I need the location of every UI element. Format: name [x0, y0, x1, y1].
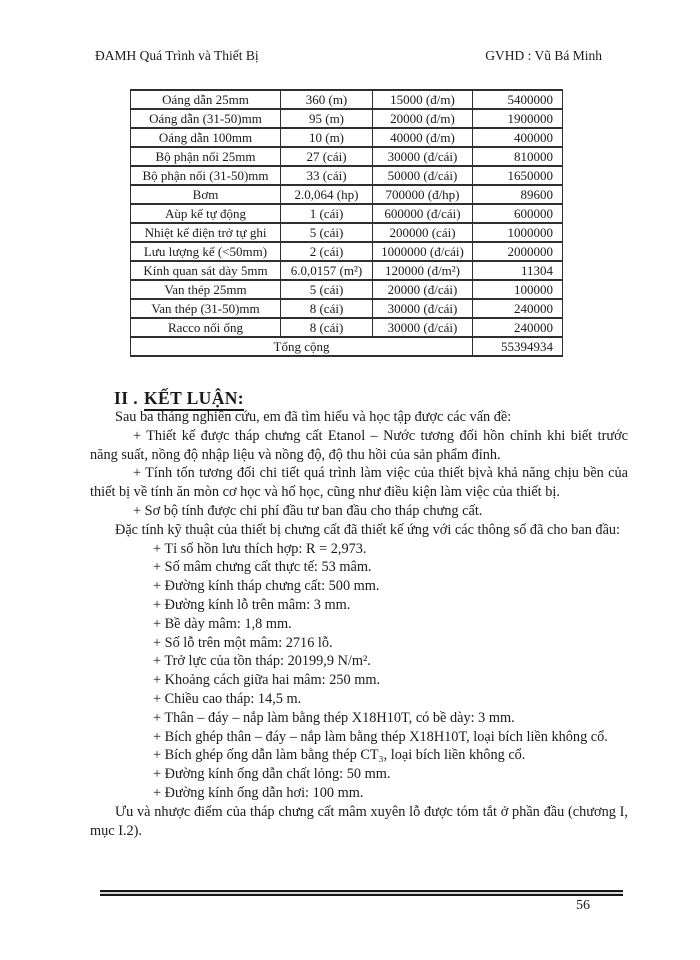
header-left-text: ĐAMH Quá Trình và Thiết Bị	[95, 48, 259, 63]
item-cell: Bộ phận nối (31-50)mm	[131, 166, 281, 185]
table-row	[131, 147, 563, 166]
total-cell: 1900000	[473, 109, 563, 128]
quantity-cell: 10 (m)	[281, 128, 373, 147]
table-row	[131, 128, 563, 147]
header-right-text: GVHD : Vũ Bá Minh	[485, 48, 602, 63]
table-row	[131, 223, 563, 242]
paragraph: + Đường kính ống dẫn hơi: 100 mm.	[153, 784, 364, 801]
total-row	[131, 337, 563, 356]
unit-price-cell: 30000 (đ/cái)	[373, 147, 473, 166]
item-cell: Oáng dẫn 25mm	[131, 90, 281, 109]
paragraph: Ưu và nhược điểm của tháp chưng cất mâm xuyên lỗ được tóm tắt ở phần đầu (chương I, mục I.2).	[90, 803, 628, 839]
total-cell: 89600	[473, 185, 563, 204]
page-header	[95, 48, 602, 64]
item-cell: Oáng dẫn 100mm	[131, 128, 281, 147]
unit-price-cell: 1000000 (đ/cái)	[373, 242, 473, 261]
table-row	[131, 318, 563, 337]
quantity-cell: 2.0,064 (hp)	[281, 185, 373, 204]
table-row	[131, 242, 563, 261]
unit-price-cell: 20000 (đ/cái)	[373, 280, 473, 299]
unit-price-cell: 600000 (đ/cái)	[373, 204, 473, 223]
item-cell: Nhiệt kế điện trở tự ghi	[131, 223, 281, 242]
total-cell: 5400000	[473, 90, 563, 109]
section-heading	[114, 388, 244, 409]
quantity-cell: 6.0,0157 (m²)	[281, 261, 373, 280]
paragraph: Sau ba tháng nghiên cứu, em đã tìm hiểu và học tập được các vấn đề:	[115, 409, 512, 425]
item-cell: Lưu lượng kế (<50mm)	[131, 242, 281, 261]
quantity-cell: 2 (cái)	[281, 242, 373, 261]
item-cell: Bơm	[131, 185, 281, 204]
paragraph: Đặc tính kỹ thuật của thiết bị chưng cất đã thiết kế ứng với các thông số đã cho ban đầu:	[115, 521, 621, 538]
quantity-cell: 8 (cái)	[281, 299, 373, 318]
total-cell: 1650000	[473, 166, 563, 185]
total-cell: 2000000	[473, 242, 563, 261]
total-cell: 1000000	[473, 223, 563, 242]
table-row	[131, 299, 563, 318]
table-row	[131, 166, 563, 185]
section-number: II .	[114, 388, 138, 408]
paragraph: + Đường kính lỗ trên mâm: 3 mm.	[153, 596, 351, 613]
unit-price-cell: 50000 (đ/cái)	[373, 166, 473, 185]
item-cell: Van thép (31-50)mm	[131, 299, 281, 318]
quantity-cell: 33 (cái)	[281, 166, 373, 185]
paragraph: + Bích ghép thân – đáy – nắp làm bằng thép X18H10T, loại bích liền không cổ.	[153, 728, 608, 745]
cost-table-body	[131, 90, 563, 337]
paragraph: + Thân – đáy – nắp làm bằng thép X18H10T, có bề dày: 3 mm.	[153, 709, 515, 726]
footer-rule	[100, 890, 623, 896]
total-cell: 11304	[473, 261, 563, 280]
total-value-cell: 55394934	[473, 337, 563, 356]
paragraph: + Số mâm chưng cất thực tế: 53 mâm.	[153, 559, 372, 576]
unit-price-cell: 30000 (đ/cái)	[373, 299, 473, 318]
paragraph: + Tính tốn tương đối chi tiết quá trình làm việc của thiết bịvà khả năng chịu bền của thiết bị về tính ăn mòn cơ học và hố học, cũng như điều kiện làm việc của thiết bị.	[90, 465, 628, 501]
paragraph: + Khoảng cách giữa hai mâm: 250 mm.	[153, 672, 381, 689]
page-number: 56	[576, 898, 590, 913]
item-cell: Aùp kế tự động	[131, 204, 281, 223]
paragraph: + Sơ bộ tính được chi phí đầu tư ban đầu cho tháp chưng cất.	[133, 502, 483, 519]
item-cell: Racco nối ống	[131, 318, 281, 337]
paragraph: + Trở lực của tồn tháp: 20199,9 N/m².	[153, 653, 371, 670]
unit-price-cell: 700000 (đ/hp)	[373, 185, 473, 204]
cost-table	[130, 89, 563, 357]
paragraph: + Tỉ số hồn lưu thích hợp: R = 2,973.	[153, 540, 367, 557]
total-cell: 100000	[473, 280, 563, 299]
paragraph: + Đường kính ống dẫn chất lỏng: 50 mm.	[153, 766, 391, 783]
paragraph: + Chiều cao tháp: 14,5 m.	[153, 690, 302, 707]
paragraph: + Bề dày mâm: 1,8 mm.	[153, 615, 292, 632]
table-row	[131, 185, 563, 204]
total-cell: 600000	[473, 204, 563, 223]
total-cell: 400000	[473, 128, 563, 147]
unit-price-cell: 200000 (cái)	[373, 223, 473, 242]
table-row	[131, 109, 563, 128]
total-cell: 240000	[473, 299, 563, 318]
paragraph: + Đường kính tháp chưng cất: 500 mm.	[153, 578, 380, 595]
table-row	[131, 261, 563, 280]
item-cell: Van thép 25mm	[131, 280, 281, 299]
cost-table-total	[131, 337, 563, 356]
unit-price-cell: 15000 (đ/m)	[373, 90, 473, 109]
unit-price-cell: 20000 (đ/m)	[373, 109, 473, 128]
quantity-cell: 95 (m)	[281, 109, 373, 128]
quantity-cell: 1 (cái)	[281, 204, 373, 223]
unit-price-cell: 40000 (đ/m)	[373, 128, 473, 147]
paragraph: + Bích ghép ống dẫn làm bằng thép CT₃, loại bích liền không cổ.	[153, 747, 526, 764]
item-cell: Oáng dẫn (31-50)mm	[131, 109, 281, 128]
quantity-cell: 27 (cái)	[281, 147, 373, 166]
quantity-cell: 360 (m)	[281, 90, 373, 109]
conclusion-body	[90, 408, 628, 840]
section-title: KẾT LUẬN:	[144, 388, 244, 411]
unit-price-cell: 120000 (đ/m²)	[373, 261, 473, 280]
table-row	[131, 90, 563, 109]
paragraph: + Số lỗ trên một mâm: 2716 lỗ.	[153, 634, 333, 651]
paragraph: + Thiết kế được tháp chưng cất Etanol – Nước tương đối hồn chỉnh khi biết trước năng suất, nồng độ nhập liệu và nồng độ, độ thu hồi của sản phẩm đỉnh.	[90, 427, 628, 463]
table-row	[131, 204, 563, 223]
total-label-cell: Tổng cộng	[131, 337, 473, 356]
total-cell: 810000	[473, 147, 563, 166]
item-cell: Kính quan sát dày 5mm	[131, 261, 281, 280]
total-cell: 240000	[473, 318, 563, 337]
table-row	[131, 280, 563, 299]
quantity-cell: 5 (cái)	[281, 280, 373, 299]
quantity-cell: 8 (cái)	[281, 318, 373, 337]
item-cell: Bộ phận nối 25mm	[131, 147, 281, 166]
quantity-cell: 5 (cái)	[281, 223, 373, 242]
unit-price-cell: 30000 (đ/cái)	[373, 318, 473, 337]
